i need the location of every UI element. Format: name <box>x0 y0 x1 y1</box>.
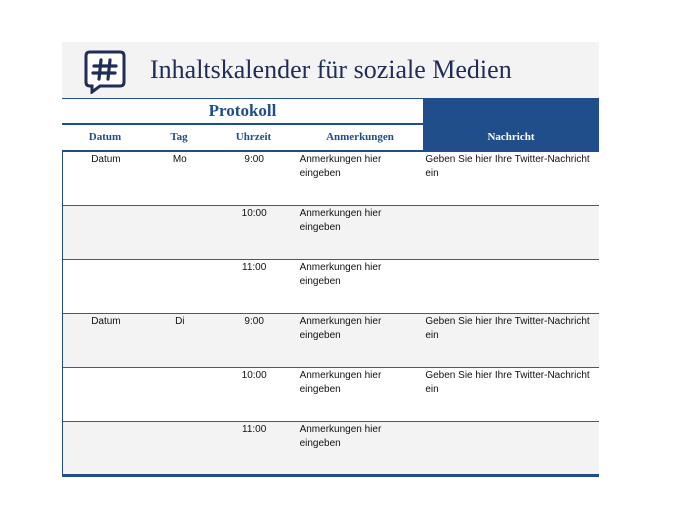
notes-cell[interactable]: Anmerkungen hier eingeben <box>299 424 382 449</box>
day-cell[interactable] <box>149 422 211 474</box>
column-header-day[interactable]: Tag <box>148 125 210 150</box>
section-label: Protokoll <box>62 99 423 123</box>
message-cell[interactable] <box>423 422 599 474</box>
table-row <box>63 314 599 368</box>
day-cell[interactable]: Mo <box>172 154 187 165</box>
date-cell[interactable] <box>63 422 149 474</box>
content-calendar-sheet <box>62 42 599 477</box>
table-row <box>63 368 599 422</box>
time-cell[interactable]: 9:00 <box>244 154 264 165</box>
schedule-rows <box>62 152 599 477</box>
title-band <box>62 42 599 98</box>
notes-cell[interactable]: Anmerkungen hier eingeben <box>299 316 382 341</box>
time-cell[interactable]: 11:00 <box>242 262 267 273</box>
message-cell[interactable]: Geben Sie hier Ihre Twitter-Nachricht ein <box>425 316 590 341</box>
notes-cell[interactable]: Anmerkungen hier eingeben <box>299 154 382 179</box>
message-cell[interactable]: Geben Sie hier Ihre Twitter-Nachricht ein <box>425 154 590 179</box>
hashtag-icon <box>84 50 126 94</box>
notes-cell[interactable]: Anmerkungen hier eingeben <box>299 262 382 287</box>
day-cell[interactable]: Di <box>175 316 185 327</box>
date-cell[interactable] <box>63 206 149 259</box>
date-cell[interactable] <box>63 260 149 313</box>
time-cell[interactable]: 11:00 <box>242 424 267 435</box>
day-cell[interactable] <box>149 260 211 313</box>
date-cell[interactable]: Datum <box>91 316 121 327</box>
column-header-row <box>62 123 599 152</box>
column-header-message[interactable]: Nachricht <box>423 125 599 150</box>
time-cell[interactable]: 9:00 <box>244 316 264 327</box>
message-cell[interactable]: Geben Sie hier Ihre Twitter-Nachricht ein <box>425 370 590 395</box>
column-header-time[interactable]: Uhrzeit <box>210 125 297 150</box>
table-row <box>63 260 599 314</box>
table-row <box>63 152 599 206</box>
time-cell[interactable]: 10:00 <box>241 208 267 219</box>
day-cell[interactable] <box>149 206 211 259</box>
notes-cell[interactable]: Anmerkungen hier eingeben <box>299 208 382 233</box>
column-header-notes[interactable]: Anmerkungen <box>297 125 423 150</box>
date-cell[interactable]: Datum <box>91 154 121 165</box>
time-cell[interactable]: 10:00 <box>241 370 267 381</box>
day-cell[interactable] <box>149 368 211 421</box>
section-header-fill <box>423 99 599 123</box>
message-cell[interactable] <box>423 206 599 259</box>
message-cell[interactable] <box>423 260 599 313</box>
page-title: Inhaltskalender für soziale Medien <box>150 55 512 84</box>
date-cell[interactable] <box>63 368 149 421</box>
notes-cell[interactable]: Anmerkungen hier eingeben <box>299 370 382 395</box>
table-row <box>63 422 599 477</box>
table-row <box>63 206 599 260</box>
section-header-row <box>62 98 599 123</box>
column-header-date[interactable]: Datum <box>62 125 148 150</box>
